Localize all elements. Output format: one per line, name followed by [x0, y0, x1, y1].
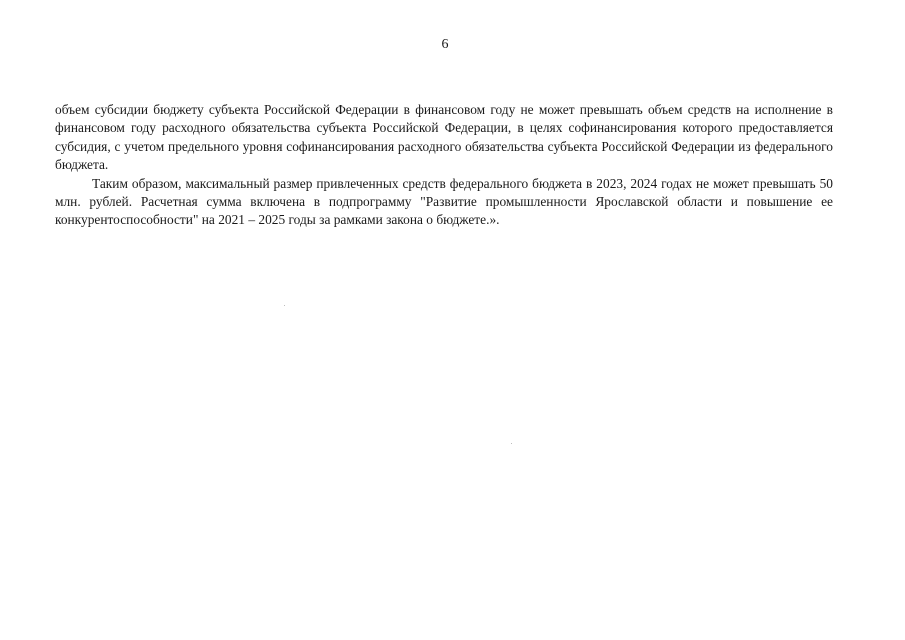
body-text [55, 101, 833, 230]
page-number: 6 [441, 37, 449, 52]
scan-speck [511, 443, 512, 444]
paragraph-conclusion: Таким образом, максимальный размер привлеченных средств федерального бюджета в 2023, 2024 годах не может превышать 50 млн. рублей. Расчетная сумма включена в подпрограмму "Развитие промышленности Ярославской области и повышение ее конкурентоспособности" на 2021 – 2025 годы за рамками закона о бюджете.». [55, 175, 833, 228]
scan-speck [284, 305, 285, 306]
paragraph-continuation: объем субсидии бюджету субъекта Российской Федерации в финансовом году не может превышать объем средств на исполнение в финансовом году расходного обязательства субъекта Российской Федерации, в целях софинансирования которого предоставляется субсидия, с учетом предельного уровня софинансирования расходного обязательства субъекта Российской Федерации из федерального бюджета. [55, 102, 833, 173]
